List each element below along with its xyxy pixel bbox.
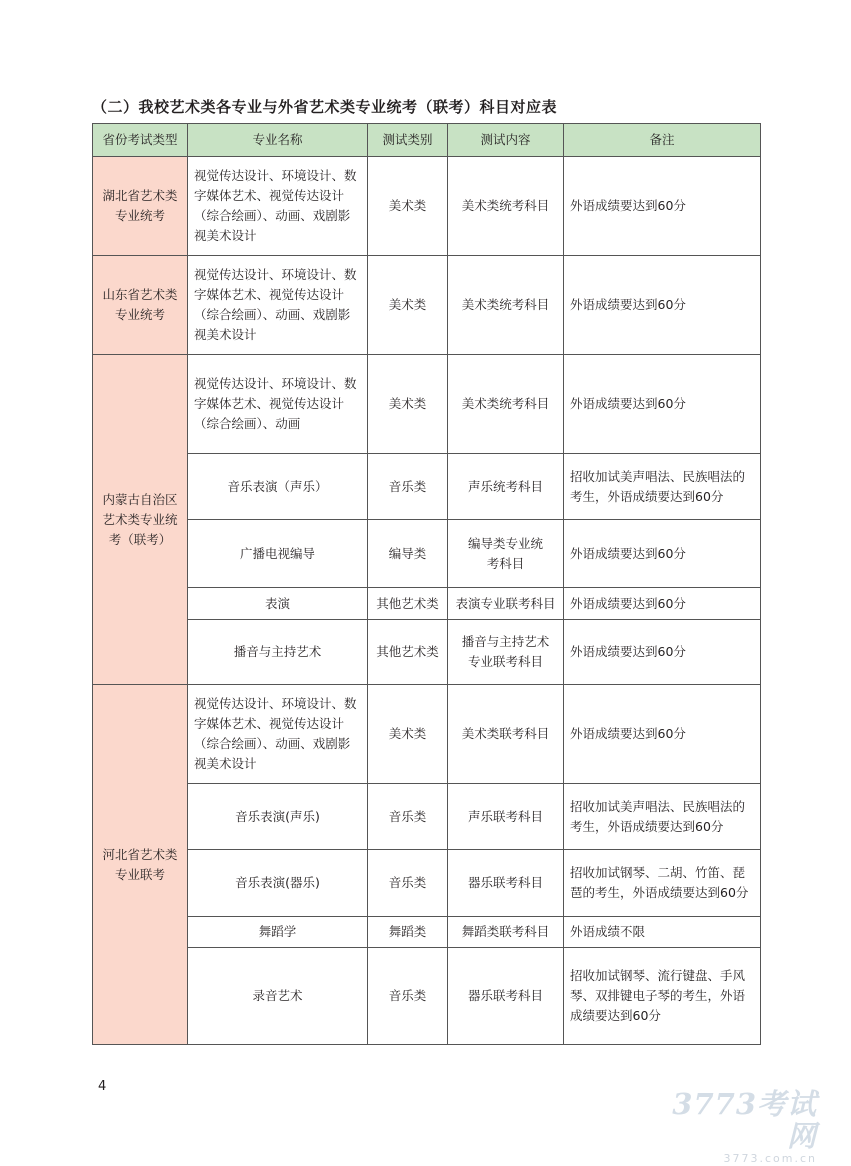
category-cell: 美术类 [368,157,448,256]
major-cell: 音乐表演（声乐） [188,454,368,520]
table-title: （二）我校艺术类各专业与外省艺术类专业统考（联考）科目对应表 [92,98,558,116]
content-cell: 声乐联考科目 [448,784,564,850]
note-cell: 外语成绩要达到60分 [564,685,761,784]
header-major-name: 专业名称 [188,124,368,157]
major-cell: 广播电视编导 [188,520,368,588]
content-cell: 编导类专业统考科目 [448,520,564,588]
header-test-content: 测试内容 [448,124,564,157]
province-cell: 湖北省艺术类专业统考 [93,157,188,256]
content-cell: 舞蹈类联考科目 [448,917,564,948]
category-cell: 音乐类 [368,784,448,850]
major-cell: 视觉传达设计、环境设计、数字媒体艺术、视觉传达设计（综合绘画）、动画、戏剧影视美术设计 [188,256,368,355]
category-cell: 编导类 [368,520,448,588]
category-cell: 美术类 [368,685,448,784]
major-cell: 音乐表演(声乐) [188,784,368,850]
content-cell: 表演专业联考科目 [448,588,564,620]
category-cell: 美术类 [368,355,448,454]
note-cell: 招收加试美声唱法、民族唱法的考生，外语成绩要达到60分 [564,784,761,850]
watermark-logo [667,1088,817,1166]
table-row [93,157,761,256]
category-cell: 音乐类 [368,454,448,520]
header-province-exam-type: 省份考试类型 [93,124,188,157]
major-cell: 视觉传达设计、环境设计、数字媒体艺术、视觉传达设计（综合绘画）、动画、戏剧影视美术设计 [188,157,368,256]
category-cell: 其他艺术类 [368,620,448,685]
subject-correspondence-table [92,123,761,1045]
note-cell: 外语成绩要达到60分 [564,620,761,685]
content-cell: 器乐联考科目 [448,850,564,917]
note-cell: 外语成绩不限 [564,917,761,948]
table-row [93,850,761,917]
note-cell: 招收加试美声唱法、民族唱法的考生，外语成绩要达到60分 [564,454,761,520]
table-row [93,454,761,520]
content-cell: 播音与主持艺术专业联考科目 [448,620,564,685]
content-cell: 美术类统考科目 [448,355,564,454]
province-cell: 内蒙古自治区艺术类专业统考（联考） [93,355,188,685]
major-cell: 视觉传达设计、环境设计、数字媒体艺术、视觉传达设计（综合绘画）、动画 [188,355,368,454]
table-row [93,948,761,1045]
note-cell: 招收加试钢琴、流行键盘、手风琴、双排键电子琴的考生，外语成绩要达到60分 [564,948,761,1045]
category-cell: 音乐类 [368,850,448,917]
content-cell: 美术类联考科目 [448,685,564,784]
header-test-category: 测试类别 [368,124,448,157]
table-row [93,355,761,454]
page-number: 4 [98,1079,107,1094]
content-cell: 美术类统考科目 [448,157,564,256]
major-cell: 视觉传达设计、环境设计、数字媒体艺术、视觉传达设计（综合绘画）、动画、戏剧影视美术设计 [188,685,368,784]
category-cell: 美术类 [368,256,448,355]
content-cell: 声乐统考科目 [448,454,564,520]
content-cell: 美术类统考科目 [448,256,564,355]
table-row [93,588,761,620]
province-cell: 山东省艺术类专业统考 [93,256,188,355]
category-cell: 其他艺术类 [368,588,448,620]
table-row [93,685,761,784]
table-row [93,256,761,355]
major-cell: 舞蹈学 [188,917,368,948]
header-remarks: 备注 [564,124,761,157]
major-cell: 音乐表演(器乐) [188,850,368,917]
major-cell: 播音与主持艺术 [188,620,368,685]
note-cell: 外语成绩要达到60分 [564,588,761,620]
watermark-brand: 3773考试网 [672,1087,817,1153]
watermark-domain: 3773.com.cn [723,1152,817,1165]
table-row [93,620,761,685]
table-row [93,784,761,850]
content-cell: 器乐联考科目 [448,948,564,1045]
note-cell: 外语成绩要达到60分 [564,355,761,454]
note-cell: 外语成绩要达到60分 [564,157,761,256]
table-row [93,520,761,588]
note-cell: 外语成绩要达到60分 [564,256,761,355]
major-cell: 表演 [188,588,368,620]
table-row [93,917,761,948]
table-header-row [93,124,761,157]
major-cell: 录音艺术 [188,948,368,1045]
category-cell: 舞蹈类 [368,917,448,948]
note-cell: 招收加试钢琴、二胡、竹笛、琵琶的考生，外语成绩要达到60分 [564,850,761,917]
province-cell: 河北省艺术类专业联考 [93,685,188,1045]
category-cell: 音乐类 [368,948,448,1045]
note-cell: 外语成绩要达到60分 [564,520,761,588]
